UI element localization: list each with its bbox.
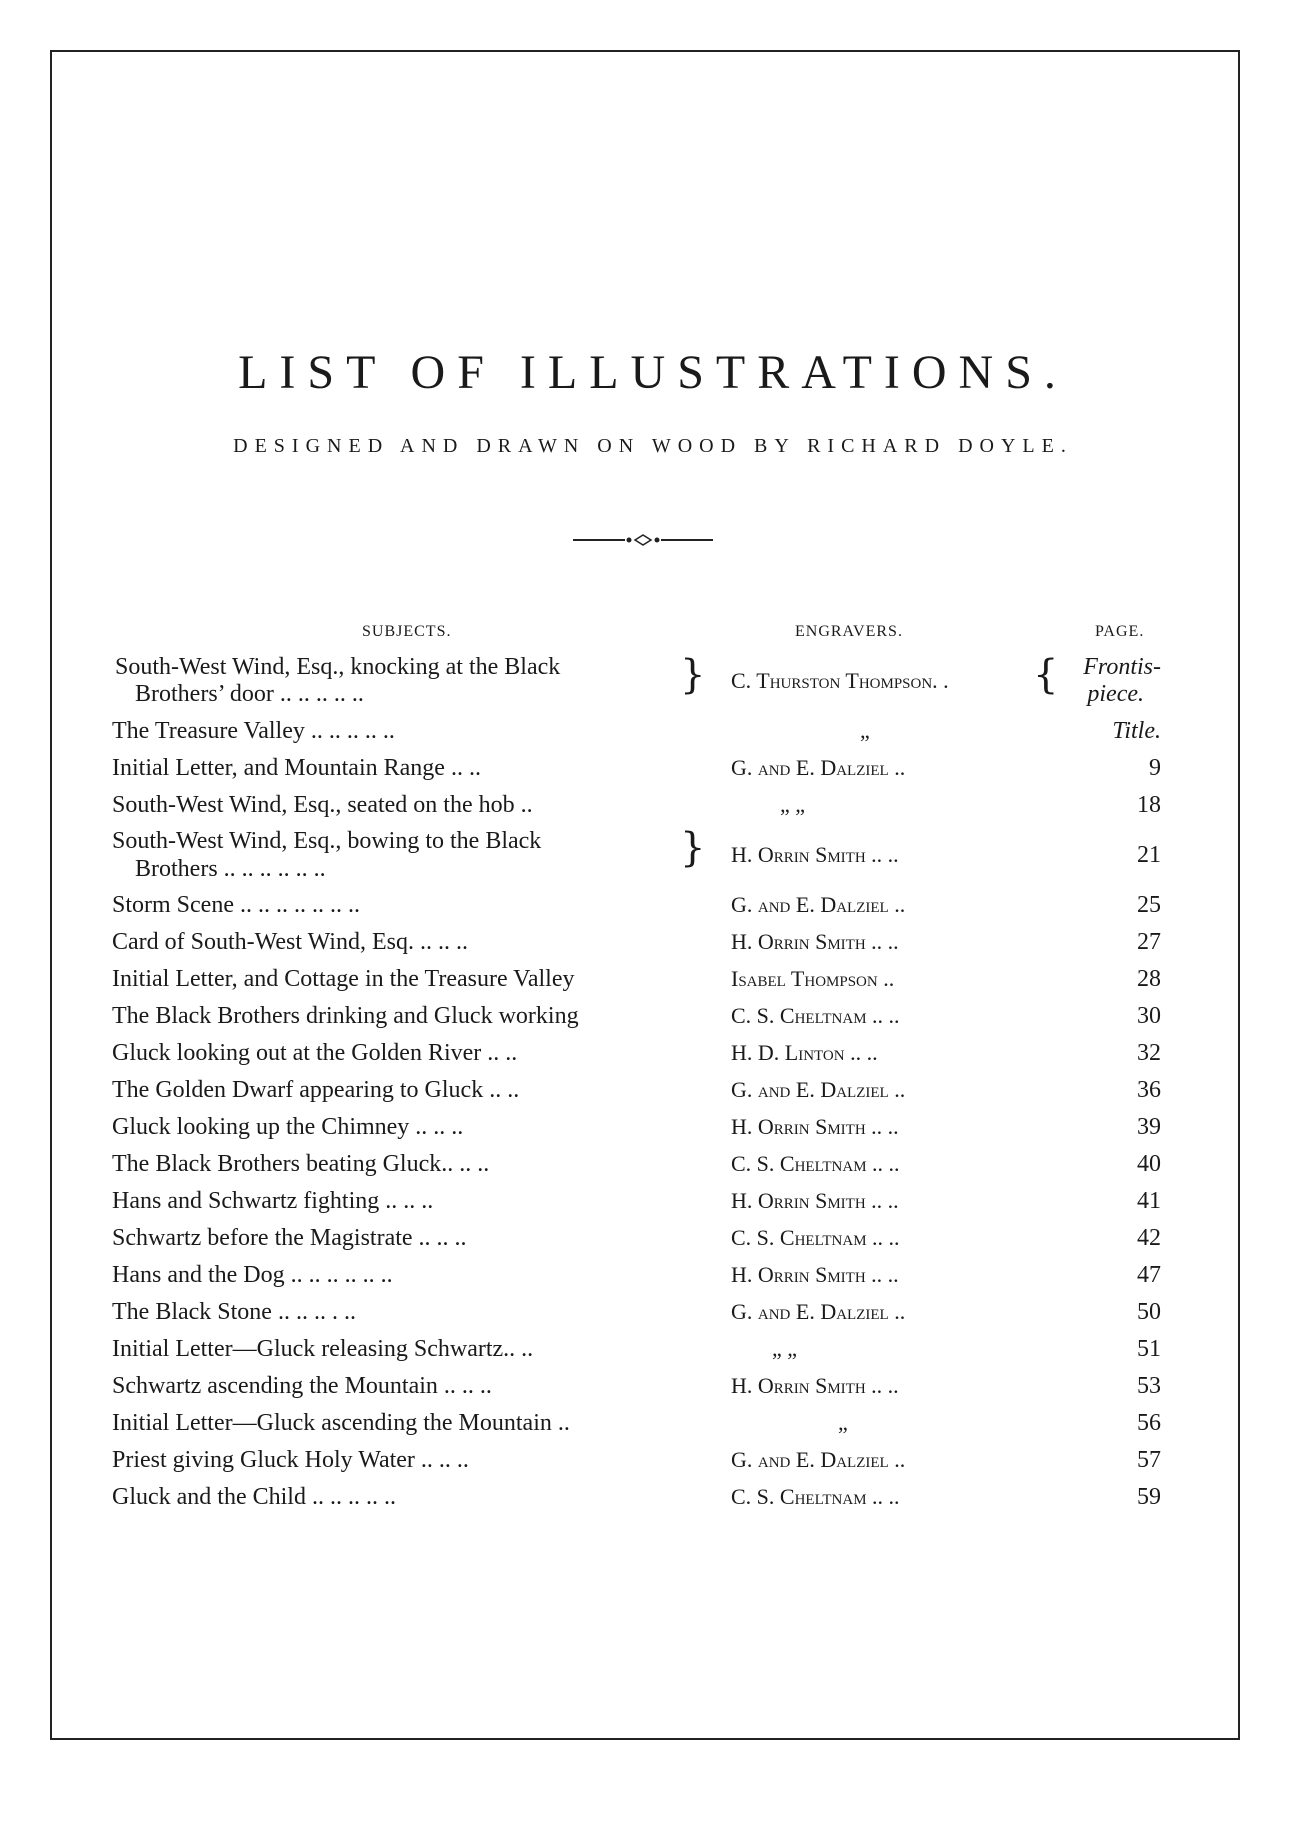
engraver-text: „ „ <box>780 792 806 817</box>
subject-text: Priest giving Gluck Holy Water .. .. .. <box>112 1447 469 1473</box>
page-number: 9 <box>1149 755 1161 781</box>
subject-text: Schwartz ascending the Mountain .. .. .. <box>112 1373 492 1399</box>
subject-text: South-West Wind, Esq., bowing to the Black <box>112 828 542 854</box>
engraver-text: C. S. Cheltnam .. .. <box>731 1003 900 1028</box>
engraver-text: H. Orrin Smith .. .. <box>731 929 899 954</box>
engraver-text: G. and E. Dalziel .. <box>731 1299 906 1324</box>
engraver-text: C. S. Cheltnam .. .. <box>731 1151 900 1176</box>
page-number: 18 <box>1137 792 1161 818</box>
page-number: 25 <box>1137 892 1161 918</box>
page-number: 39 <box>1137 1114 1161 1140</box>
page-subtitle: DESIGNED AND DRAWN ON WOOD BY RICHARD DOYLE. <box>233 435 1073 457</box>
page-number: 56 <box>1137 1410 1161 1436</box>
page-number: 32 <box>1137 1040 1161 1066</box>
subject-text: The Treasure Valley .. .. .. .. .. <box>112 718 395 744</box>
subject-text: Initial Letter—Gluck ascending the Mountain .. <box>112 1410 570 1436</box>
subject-text: Hans and Schwartz fighting .. .. .. <box>112 1188 434 1214</box>
engraver-text: H. Orrin Smith .. .. <box>731 1262 899 1287</box>
engraver-text: H. Orrin Smith .. .. <box>731 1373 899 1398</box>
brace-icon: } <box>680 825 706 871</box>
page-number: 30 <box>1137 1003 1161 1029</box>
brace-icon: } <box>680 652 706 698</box>
subject-text: South-West Wind, Esq., knocking at the Black <box>115 654 561 680</box>
subjects-header: SUBJECTS. <box>362 623 452 640</box>
engraver-text: C. S. Cheltnam .. .. <box>731 1225 900 1250</box>
subject-text: The Black Stone .. .. .. . .. <box>112 1299 356 1325</box>
page-number: 21 <box>1137 842 1161 868</box>
engraver-text: H. Orrin Smith .. .. <box>731 842 899 867</box>
subject-text: The Black Brothers beating Gluck.. .. .. <box>112 1151 490 1177</box>
engraver-text: „ „ <box>772 1336 798 1361</box>
page-number: 41 <box>1137 1188 1161 1214</box>
subject-text: Initial Letter, and Cottage in the Treasure Valley <box>112 966 575 992</box>
engraver-text: „ <box>860 718 870 743</box>
subject-text: The Black Brothers drinking and Gluck working <box>112 1003 579 1029</box>
subject-text: Initial Letter—Gluck releasing Schwartz.. .. <box>112 1336 534 1362</box>
subject-text: Brothers’ door .. .. .. .. .. <box>135 681 364 707</box>
page-header: PAGE. <box>1095 623 1145 640</box>
page-title: LIST OF ILLUSTRATIONS. <box>238 346 1068 399</box>
page-number: Title. <box>1112 718 1161 744</box>
engraver-text: H. Orrin Smith .. .. <box>731 1188 899 1213</box>
page-number: 57 <box>1137 1447 1161 1473</box>
page-number: 42 <box>1137 1225 1161 1251</box>
subject-text: Brothers .. .. .. .. .. .. <box>135 856 326 882</box>
engraver-text: Isabel Thompson .. <box>731 966 895 991</box>
page-number: Frontis- <box>1083 654 1161 680</box>
engraver-text: G. and E. Dalziel .. <box>731 892 906 917</box>
ornament-divider <box>573 530 713 550</box>
engraver-text: C. Thurston Thompson. . <box>731 668 949 693</box>
page-number: piece. <box>1087 681 1144 707</box>
page-number: 47 <box>1137 1262 1161 1288</box>
page-number: 40 <box>1137 1151 1161 1177</box>
engraver-text: G. and E. Dalziel .. <box>731 1077 906 1102</box>
subject-text: Storm Scene .. .. .. .. .. .. .. <box>112 892 360 918</box>
page-number: 27 <box>1137 929 1161 955</box>
page-number: 36 <box>1137 1077 1161 1103</box>
engraver-text: G. and E. Dalziel .. <box>731 1447 906 1472</box>
page-number: 59 <box>1137 1484 1161 1510</box>
page-number: 51 <box>1137 1336 1161 1362</box>
subject-text: The Golden Dwarf appearing to Gluck .. .. <box>112 1077 520 1103</box>
engraver-text: G. and E. Dalziel .. <box>731 755 906 780</box>
subject-text: Schwartz before the Magistrate .. .. .. <box>112 1225 467 1251</box>
subject-text: Gluck looking out at the Golden River .. .. <box>112 1040 518 1066</box>
engraver-text: H. D. Linton .. .. <box>731 1040 878 1065</box>
subject-text: Hans and the Dog .. .. .. .. .. .. <box>112 1262 393 1288</box>
subject-text: South-West Wind, Esq., seated on the hob .. <box>112 792 533 818</box>
subject-text: Gluck looking up the Chimney .. .. .. <box>112 1114 464 1140</box>
engraver-text: C. S. Cheltnam .. .. <box>731 1484 900 1509</box>
subject-text: Initial Letter, and Mountain Range .. .. <box>112 755 481 781</box>
engraver-text: „ <box>838 1410 848 1435</box>
page-number: 28 <box>1137 966 1161 992</box>
subject-text: Gluck and the Child .. .. .. .. .. <box>112 1484 396 1510</box>
engravers-header: ENGRAVERS. <box>795 623 903 640</box>
page-number: 50 <box>1137 1299 1161 1325</box>
subject-text: Card of South-West Wind, Esq. .. .. .. <box>112 929 468 955</box>
page-number: 53 <box>1137 1373 1161 1399</box>
engraver-text: H. Orrin Smith .. .. <box>731 1114 899 1139</box>
brace-icon: { <box>1033 652 1059 698</box>
